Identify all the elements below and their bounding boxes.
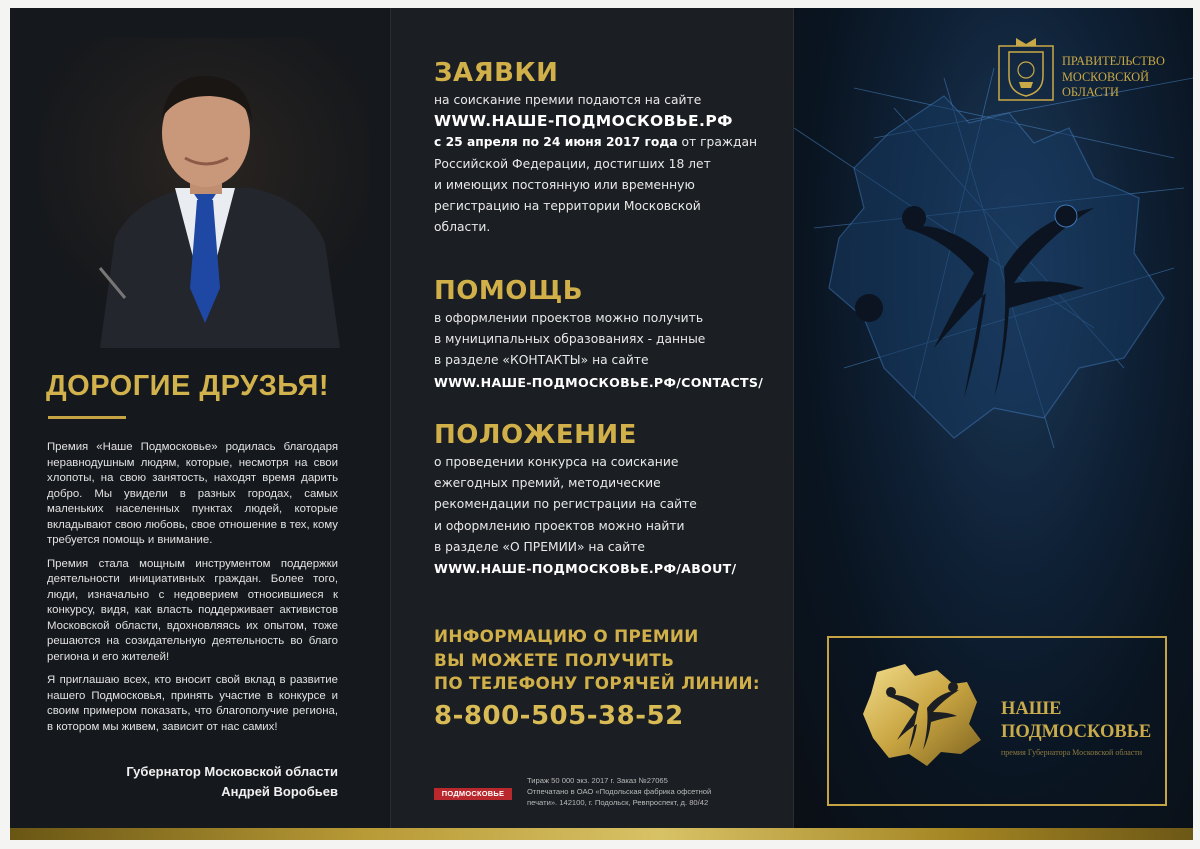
help-line: в разделе «КОНТАКТЫ» на сайте: [434, 353, 649, 368]
applications-section: [434, 56, 757, 238]
regulation-line: рекомендации по регистрации на сайте: [434, 497, 697, 512]
award-name-line: ПОДМОСКОВЬЕ: [1001, 722, 1152, 742]
signature: [126, 762, 338, 802]
award-logo-box: [827, 636, 1167, 806]
signature-role: Губернатор Московской области: [126, 764, 338, 779]
applications-line: регистрацию на территории Московской: [434, 199, 701, 214]
help-line: в муниципальных образованиях - данные: [434, 332, 706, 347]
contacts-link[interactable]: WWW.НАШЕ-ПОДМОСКОВЬЕ.РФ/CONTACTS/: [434, 374, 764, 390]
printer-logo: ПОДМОСКОВЬЕ: [434, 788, 512, 800]
applications-site: WWW.НАШЕ-ПОДМОСКОВЬЕ.РФ: [434, 112, 733, 131]
regulation-line: о проведении конкурса на соискание: [434, 455, 679, 469]
hotline-line: ПО ТЕЛЕФОНУ ГОРЯЧЕЙ ЛИНИИ:: [434, 673, 760, 693]
award-subtitle: премия Губернатора Московской области: [1001, 748, 1143, 757]
signature-name: Андрей Воробьев: [221, 784, 338, 799]
help-line: в оформлении проектов можно получить: [434, 311, 704, 325]
applications-dates-tail: от граждан: [677, 135, 758, 150]
about-link[interactable]: WWW.НАШЕ-ПОДМОСКОВЬЕ.РФ/ABOUT/: [434, 561, 737, 577]
letter-paragraph: Премия «Наше Подмосковье» родилась благодаря неравнодушным людям, которые, несмотря на свои хлопоты, на свою занятость, находят время дарить добро. Мы увидели в разных городах, самых маленьких населенных пунктах людей, которые вкладывают свою любовь, свое отношение в тех, кому требуется помощь и внимание.: [47, 441, 338, 546]
gov-line: ПРАВИТЕЛЬСТВО: [1062, 54, 1165, 68]
region-map-art: [794, 68, 1193, 488]
imprint-line: Тираж 50 000 экз. 2017 г. Заказ №27065: [527, 776, 668, 785]
regulation-line: ежегодных премий, методические: [434, 476, 661, 491]
applications-dates-line: [434, 132, 757, 153]
regulation-heading: ПОЛОЖЕНИЕ: [434, 420, 637, 450]
left-panel: [10, 8, 388, 828]
applications-line: Российской Федерации, достигших 18 лет: [434, 156, 711, 171]
regulation-line: в разделе «О ПРЕМИИ» на сайте: [434, 539, 645, 554]
letter-paragraph: Премия стала мощным инструментом поддержки деятельности инициативных граждан. Более того, люди, изначально с недоверием относившиеся к конкурсу, видя, как власть поддерживает активистов Московской области, вдохновляясь их опытом, тоже решаются на созидательную деятельность во благо региона и его жителей!: [47, 557, 338, 663]
help-heading: ПОМОЩЬ: [434, 276, 584, 306]
title-divider: [48, 416, 126, 419]
applications-heading: ЗАЯВКИ: [434, 58, 559, 88]
gold-bottom-strip: [10, 828, 1193, 840]
hotline-info: [434, 625, 760, 696]
gov-line: МОСКОВСКОЙ: [1062, 69, 1150, 84]
brochure-sheet: [10, 8, 1193, 840]
award-name-line: НАШЕ: [1001, 699, 1062, 719]
coat-of-arms-icon: [997, 36, 1055, 102]
letter-text: [47, 440, 338, 743]
hotline-line: ИНФОРМАЦИЮ О ПРЕМИИ: [434, 626, 699, 646]
award-name: [1001, 698, 1151, 744]
imprint-line: печати». 142100, г. Подольск, Ревпроспект, д. 80/42: [527, 798, 709, 807]
right-panel: [794, 8, 1193, 828]
help-section: [434, 274, 763, 393]
applications-line: области.: [434, 220, 491, 235]
print-imprint: [527, 775, 711, 808]
applications-dates: с 25 апреля по 24 июня 2017 года: [434, 135, 678, 150]
greeting-title: ДОРОГИЕ ДРУЗЬЯ!: [46, 370, 329, 402]
letter-paragraph: Я приглашаю всех, кто вносит свой вклад в развитие нашего Подмосковья, принять участие в конкурсе и своим примером показать, что благополучие региона, в котором мы живем, зависит от нас самих!: [47, 674, 338, 733]
applications-intro: на соискание премии подаются на сайте: [434, 93, 702, 107]
gov-line: ОБЛАСТИ: [1062, 85, 1119, 99]
award-emblem-icon: [857, 654, 989, 774]
regulation-section: [434, 418, 736, 579]
applications-line: и имеющих постоянную или временную: [434, 177, 695, 192]
governor-portrait: [40, 38, 370, 348]
hotline-phone[interactable]: 8-800-505-38-52: [434, 701, 684, 731]
hotline-line: ВЫ МОЖЕТЕ ПОЛУЧИТЬ: [434, 649, 675, 670]
middle-panel: [390, 8, 794, 828]
government-title: [1062, 54, 1165, 101]
imprint-line: Отпечатано в ОАО «Подольская фабрика офсетной: [527, 787, 712, 796]
regulation-line: и оформлению проектов можно найти: [434, 518, 685, 533]
